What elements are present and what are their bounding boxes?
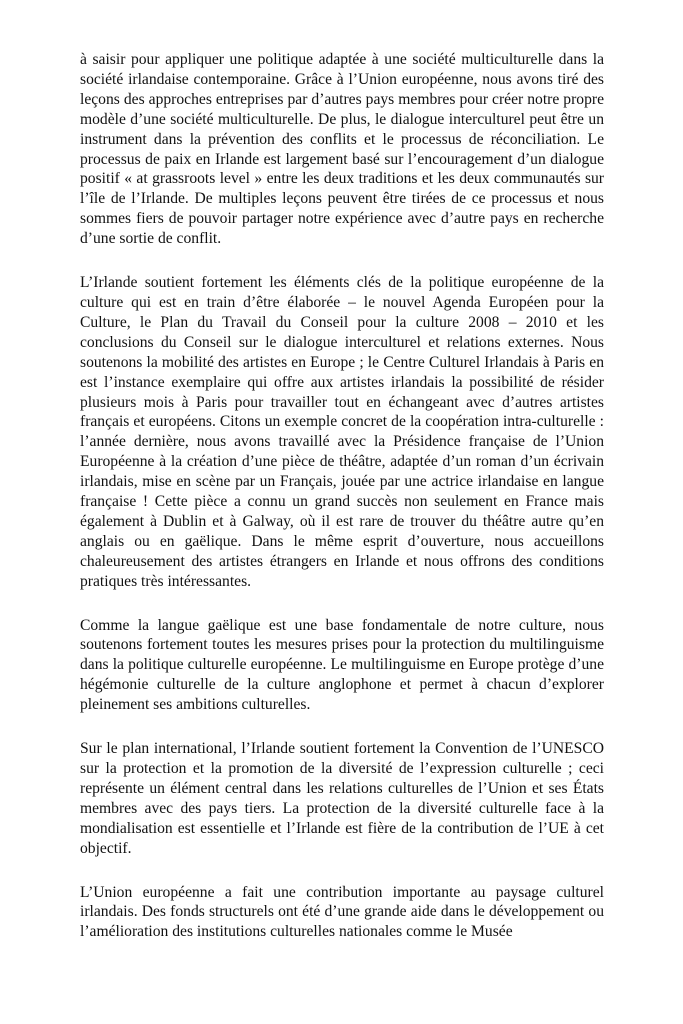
body-paragraph: Sur le plan international, l’Irlande soutient fortement la Convention de l’UNESCO sur la protection et la promotion de la diversité de l’expression culturelle ; ceci représente un élément central dans les relations culturelles de l’Union et ses États membres avec des pays tiers. La protection de la diversité culturelle face à la mondialisation est essentielle et l’Irlande est fière de la contribution de l’UE à cet objectif. <box>80 740 604 857</box>
body-paragraph: L’Union européenne a fait une contribution importante au paysage culturel irlandais. Des fonds structurels ont été d’une grande aide dans le développement ou l’amélioration des institutions culturelles nationales comme le Musée <box>80 883 604 941</box>
body-paragraph: à saisir pour appliquer une politique adaptée à une société multiculturelle dans la société irlandaise contemporaine. Grâce à l’Union européenne, nous avons tiré des leçons des approches entreprises par d’autres pays membres pour créer notre propre modèle d’une société multiculturelle. De plus, le dialogue interculturel peut être un instrument dans la prévention des conflits et le processus de réconciliation. Le processus de paix en Irlande est largement basé sur l’encouragement d’un dialogue positif « at grassroots level » entre les deux traditions et les deux communautés sur l’île de l’Irlande. De multiples leçons peuvent être tirées de ce processus et nous sommes fiers de pouvoir partager notre expérience avec d’autre pays en recherche d’une sortie de conflit. <box>80 51 604 248</box>
document-page <box>80 50 604 966</box>
body-paragraph: Comme la langue gaëlique est une base fondamentale de notre culture, nous soutenons fortement toutes les mesures prises pour la protection du multilinguisme dans la politique culturelle européenne. Le multilinguisme en Europe protège d’une hégémonie culturelle de la culture anglophone et permet à chacun d’explorer pleinement ses ambitions culturelles. <box>80 616 604 714</box>
body-paragraph: L’Irlande soutient fortement les éléments clés de la politique européenne de la culture qui est en train d’être élaborée – le nouvel Agenda Européen pour la Culture, le Plan du Travail du Conseil pour la culture 2008 – 2010 et les conclusions du Conseil sur le dialogue interculturel et relations externes. Nous soutenons la mobilité des artistes en Europe ; le Centre Culturel Irlandais à Paris en est l’instance exemplaire qui offre aux artistes irlandais la possibilité de résider plusieurs mois à Paris pour travailler tout en échangeant avec d’autres artistes français et européens. Citons un exemple concret de la coopération intra-culturelle : l’année dernière, nous avons travaillé avec la Présidence française de l’Union Européenne à la création d’une pièce de théâtre, adaptée d’un roman d’un écrivain irlandais, mise en scène par un Français, jouée par une actrice irlandaise en langue française ! Cette pièce a connu un grand succès non seulement en France mais également à Dublin et à Galway, où il est rare de trouver du théâtre autre qu’en anglais ou en gaëlique. Dans le même esprit d’ouverture, nous accueillons chaleureusement des artistes étrangers en Irlande et nous offrons des conditions pratiques très intéressantes. <box>80 274 604 590</box>
